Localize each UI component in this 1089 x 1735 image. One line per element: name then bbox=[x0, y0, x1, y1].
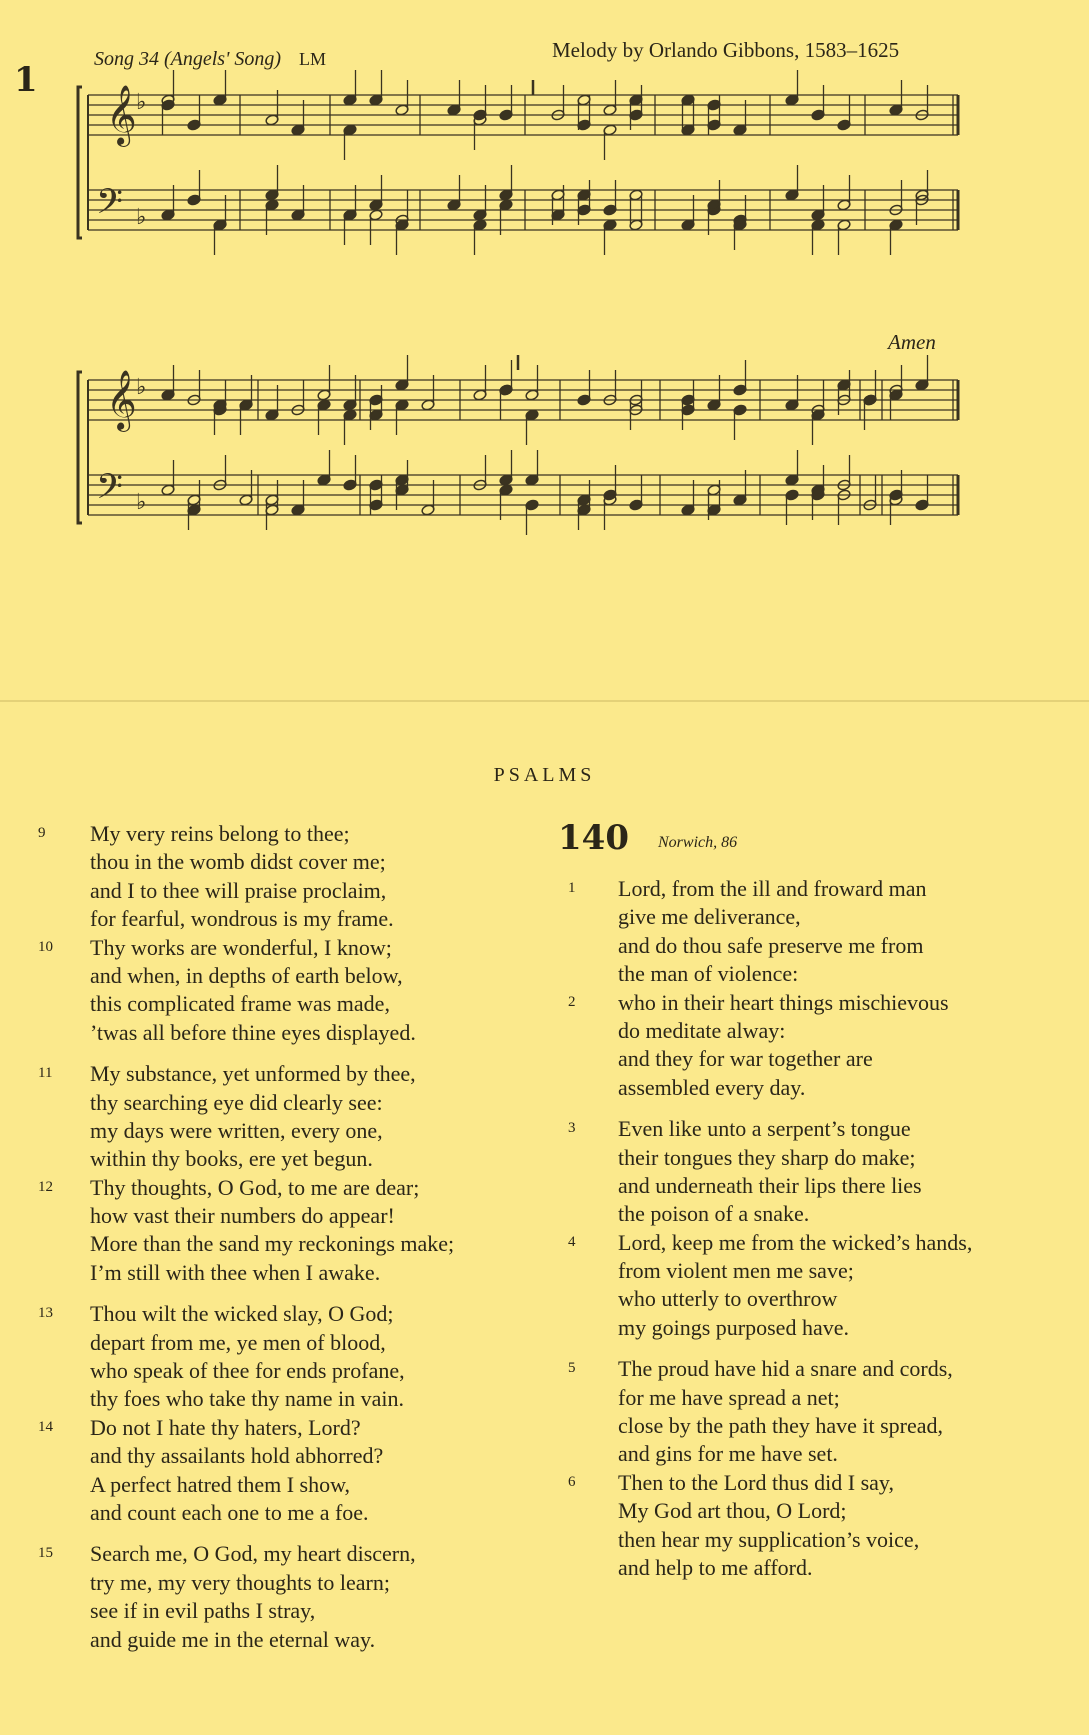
verse-line: My God art thou, O Lord; bbox=[618, 1498, 847, 1524]
flat-icon: ♭ bbox=[136, 490, 147, 515]
flat-icon: ♭ bbox=[136, 205, 147, 230]
music-score bbox=[0, 0, 1089, 700]
verse-line: Lord, keep me from the wicked’s hands, bbox=[618, 1229, 973, 1255]
verse-line: how vast their numbers do appear! bbox=[90, 1203, 395, 1229]
verse-line: Thy thoughts, O God, to me are dear; bbox=[90, 1174, 420, 1200]
verse-line: and gins for me have set. bbox=[618, 1441, 838, 1467]
flat-icon: ♭ bbox=[136, 90, 147, 115]
verse bbox=[38, 1414, 530, 1528]
right-column-text bbox=[568, 875, 1058, 1595]
verse-line: Thou wilt the wicked slay, O God; bbox=[90, 1301, 394, 1327]
verse bbox=[568, 875, 1058, 989]
psalm-tune: Norwich, 86 bbox=[658, 834, 738, 851]
verse-line: thou in the womb didst cover me; bbox=[90, 849, 386, 875]
verse-number: 4 bbox=[568, 1233, 576, 1250]
hymn-number: 1 bbox=[14, 60, 38, 100]
verse-line: for me have spread a net; bbox=[618, 1384, 840, 1410]
verse bbox=[38, 1174, 530, 1288]
verse-line: My very reins belong to thee; bbox=[90, 821, 350, 846]
verse-line: ’twas all before thine eyes displayed. bbox=[90, 1019, 416, 1045]
stanza bbox=[38, 820, 530, 1047]
verse-line: A perfect hatred them I show, bbox=[90, 1471, 351, 1497]
verse bbox=[568, 989, 1058, 1103]
verse-line: the man of violence: bbox=[618, 961, 799, 987]
verse-number: 5 bbox=[568, 1360, 576, 1377]
verse-line: my goings purposed have. bbox=[618, 1314, 849, 1340]
verse-line: close by the path they have it spread, bbox=[618, 1413, 944, 1439]
amen-label: Amen bbox=[888, 330, 936, 354]
verse-line: within thy books, ere yet begun. bbox=[90, 1146, 373, 1172]
verse bbox=[38, 1540, 530, 1654]
verse-line: thy searching eye did clearly see: bbox=[90, 1089, 383, 1115]
verse-line: I’m still with thee when I awake. bbox=[90, 1259, 381, 1285]
left-column-text bbox=[38, 820, 530, 1667]
composer-credit: Melody by Orlando Gibbons, 1583–1625 bbox=[552, 38, 900, 62]
verse-line: and count each one to me a foe. bbox=[90, 1499, 369, 1525]
treble-clef-icon: 𝄞 bbox=[106, 85, 137, 145]
verse-line: thy foes who take thy name in vain. bbox=[90, 1386, 405, 1412]
bass-clef-icon: 𝄢 bbox=[96, 181, 124, 230]
verse-line: depart from me, ye men of blood, bbox=[90, 1329, 386, 1355]
verse-line: then hear my supplication’s voice, bbox=[618, 1526, 920, 1552]
psalm-number: 140 bbox=[558, 818, 629, 858]
verse-line: The proud have hid a snare and cords, bbox=[618, 1356, 953, 1382]
verse-line: Lord, from the ill and froward man bbox=[618, 876, 927, 901]
verse bbox=[38, 1300, 530, 1414]
meter: LM bbox=[299, 49, 327, 69]
page-fold bbox=[0, 700, 1089, 702]
verse bbox=[38, 820, 530, 934]
stanza bbox=[568, 875, 1058, 1102]
verse-line: and when, in depths of earth below, bbox=[90, 962, 403, 988]
verse-line: My substance, yet unformed by thee, bbox=[90, 1061, 416, 1087]
system-bracket bbox=[78, 372, 82, 523]
verse-number: 13 bbox=[38, 1305, 53, 1322]
system-bracket bbox=[78, 87, 82, 238]
verse-number: 14 bbox=[38, 1418, 53, 1435]
verse-line: who speak of thee for ends profane, bbox=[90, 1358, 405, 1384]
stanza bbox=[568, 1115, 1058, 1342]
verse-line: my days were written, every one, bbox=[90, 1117, 383, 1143]
verse-line: from violent men me save; bbox=[618, 1258, 854, 1284]
verse-number: 3 bbox=[568, 1120, 576, 1137]
verse bbox=[568, 1115, 1058, 1229]
verse-line: who in their heart things mischievous bbox=[618, 989, 949, 1015]
verse-line: who utterly to overthrow bbox=[618, 1286, 838, 1312]
verse-number: 11 bbox=[38, 1065, 53, 1082]
verse-line: Then to the Lord thus did I say, bbox=[618, 1469, 894, 1495]
stanza bbox=[568, 1355, 1058, 1582]
verse bbox=[568, 1355, 1058, 1469]
flat-icon: ♭ bbox=[136, 375, 147, 400]
verse-line: and help to me afford. bbox=[618, 1554, 813, 1580]
verse-line: and thy assailants hold abhorred? bbox=[90, 1443, 384, 1469]
verse-line: assembled every day. bbox=[618, 1074, 806, 1100]
verse-line: the poison of a snake. bbox=[618, 1201, 810, 1227]
verse-line: More than the sand my reckonings make; bbox=[90, 1231, 455, 1257]
verse bbox=[568, 1469, 1058, 1583]
verse-line: Search me, O God, my heart discern, bbox=[90, 1541, 416, 1567]
verse bbox=[568, 1229, 1058, 1343]
bass-clef-icon: 𝄢 bbox=[96, 466, 124, 515]
stanza bbox=[38, 1300, 530, 1527]
verse-line: for fearful, wondrous is my frame. bbox=[90, 906, 394, 932]
verse-line: Do not I hate thy haters, Lord? bbox=[90, 1414, 361, 1440]
section-title: PSALMS bbox=[493, 764, 596, 786]
verse-line: and underneath their lips there lies bbox=[618, 1172, 922, 1198]
verse-line: Even like unto a serpent’s tongue bbox=[618, 1116, 911, 1142]
verse-line: see if in evil paths I stray, bbox=[90, 1598, 316, 1624]
verse-line: this complicated frame was made, bbox=[90, 991, 390, 1017]
stanza bbox=[38, 1060, 530, 1287]
verse-number: 15 bbox=[38, 1545, 53, 1562]
verse bbox=[38, 1060, 530, 1174]
verse-number: 6 bbox=[568, 1473, 576, 1490]
verse-number: 12 bbox=[38, 1178, 53, 1195]
treble-clef-icon: 𝄞 bbox=[106, 370, 137, 430]
verse-line: try me, my very thoughts to learn; bbox=[90, 1569, 390, 1595]
verse-line: give me deliverance, bbox=[618, 904, 801, 930]
verse-number: 1 bbox=[568, 880, 576, 896]
verse-line: Thy works are wonderful, I know; bbox=[90, 934, 392, 960]
verse-line: and I to thee will praise proclaim, bbox=[90, 877, 387, 903]
verse-line: and guide me in the eternal way. bbox=[90, 1626, 376, 1652]
verse-number: 9 bbox=[38, 825, 46, 841]
verse-number: 2 bbox=[568, 993, 576, 1010]
verse-number: 10 bbox=[38, 938, 53, 955]
verse-line: and do thou safe preserve me from bbox=[618, 932, 924, 958]
verse-line: and they for war together are bbox=[618, 1046, 873, 1072]
stanza bbox=[38, 1540, 530, 1654]
tune-title: Song 34 (Angels' Song) bbox=[94, 48, 282, 70]
verse-line: do meditate alway: bbox=[618, 1017, 786, 1043]
verse bbox=[38, 934, 530, 1048]
verse-line: their tongues they sharp do make; bbox=[618, 1144, 916, 1170]
